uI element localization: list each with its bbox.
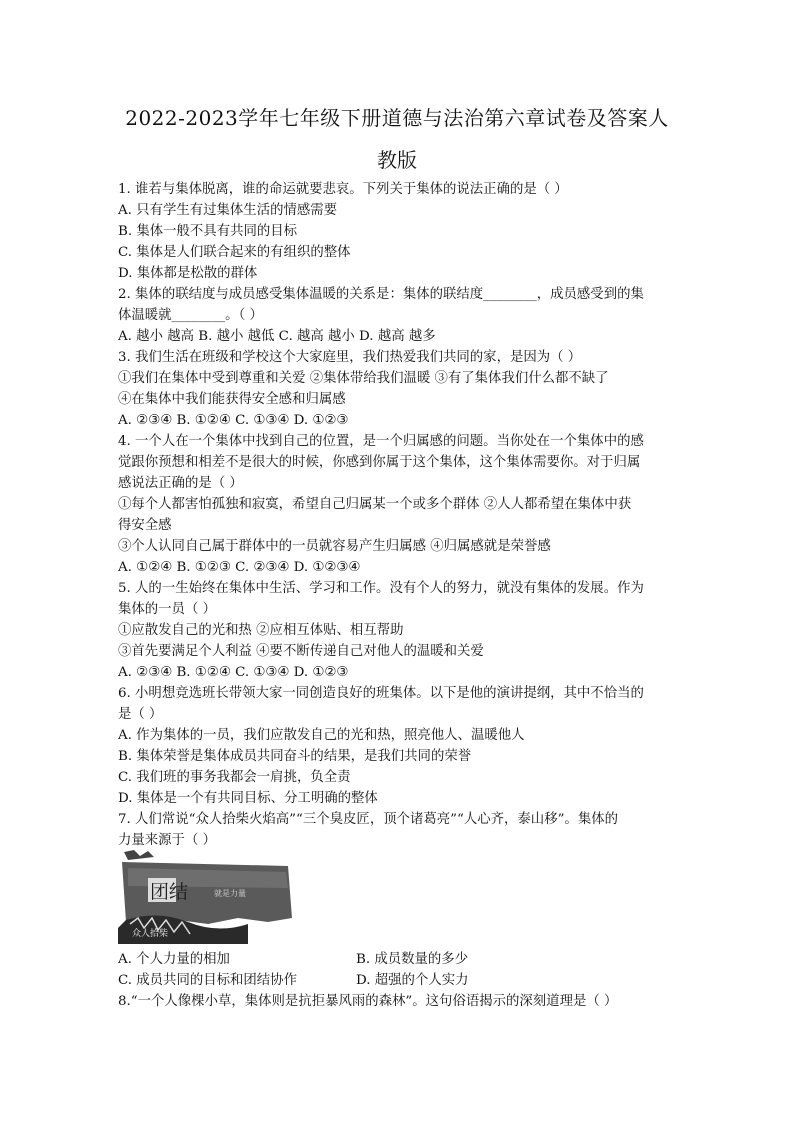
q4-stem: 4. 一个人在一个集体中找到自己的位置，是一个归属感的问题。当你处在一个集体中的感 <box>118 434 644 449</box>
q5-statements-2: ③首先要满足个人利益 ④要不断传递自己对他人的温暖和关爱 <box>118 644 484 659</box>
q1-option-a: A. 只有学生有过集体生活的情感需要 <box>118 203 338 218</box>
unity-illustration-title: 团结 <box>150 881 189 903</box>
q3-statements: ①我们在集体中受到尊重和关爱 ②集体带给我们温暖 ③有了集体我们什么都不缺了 <box>118 371 609 386</box>
q7-option-a: A. 个人力量的相加 <box>118 952 230 967</box>
q1-stem: 1. 谁若与集体脱离，谁的命运就要悲哀。下列关于集体的说法正确的是（ ） <box>118 182 568 197</box>
q2-options: A. 越小 越高 B. 越小 越低 C. 越高 越小 D. 越高 越多 <box>118 329 436 344</box>
q7-stem: 7. 人们常说“众人拾柴火焰高”“三个臭皮匠，顶个诸葛亮”“人心齐，泰山移”。集体的 <box>118 812 618 827</box>
q3-options: A. ②③④ B. ①②④ C. ①③④ D. ①②③ <box>118 413 349 428</box>
q5-stem-2: 集体的一员（ ） <box>118 602 216 617</box>
q4-statements-3: ③个人认同自己属于群体中的一员就容易产生归属感 ④归属感就是荣誉感 <box>118 539 551 554</box>
q7-option-d: D. 超强的个人实力 <box>356 973 469 988</box>
q1-option-d: D. 集体都是松散的群体 <box>118 266 258 281</box>
q6-stem: 6. 小明想竞选班长带领大家一同创造良好的班集体。以下是他的演讲提纲，其中不恰当的 <box>118 686 644 701</box>
unity-illustration <box>118 848 294 944</box>
q4-statements: ①每个人都害怕孤独和寂寞，希望自己归属某一个或多个群体 ②人人都希望在集体中获 <box>118 497 632 512</box>
q5-options: A. ②③④ B. ①②④ C. ①③④ D. ①②③ <box>118 665 349 680</box>
q1-option-c: C. 集体是人们联合起来的有组织的整体 <box>118 245 351 260</box>
q6-stem-2: 是（ ） <box>118 707 163 722</box>
q7-option-b: B. 成员数量的多少 <box>356 952 469 967</box>
q5-stem: 5. 人的一生始终在集体中生活、学习和工作。没有个人的努力，就没有集体的发展。作为 <box>118 581 644 596</box>
q8-stem: 8.“一个人像棵小草，集体则是抗拒暴风雨的森林”。这句俗语揭示的深刻道理是（ ） <box>118 994 618 1009</box>
q3-statements-continued: ④在集体中我们能获得安全感和归属感 <box>118 392 346 407</box>
unity-illustration-caption: 众人拾柴 <box>132 929 169 939</box>
document-title-continued: 教版 <box>377 148 417 172</box>
q2-stem: 2. 集体的联结度与成员感受集体温暖的关系是：集体的联结度________，成员感受到的集 <box>118 287 644 302</box>
q6-option-a: A. 作为集体的一员，我们应散发自己的光和热，照亮他人、温暖他人 <box>118 728 525 743</box>
q4-statements-2: 得安全感 <box>118 518 172 533</box>
document-title: 2022-2023学年七年级下册道德与法治第六章试卷及答案人 <box>125 106 669 130</box>
q7-option-c: C. 成员共同的目标和团结协作 <box>118 973 297 988</box>
q5-statements: ①应散发自己的光和热 ②应相互体贴、相互帮助 <box>118 623 404 638</box>
q6-option-c: C. 我们班的事务我都会一肩挑，负全责 <box>118 770 351 785</box>
q1-option-b: B. 集体一般不具有共同的目标 <box>118 224 298 239</box>
q6-option-b: B. 集体荣誉是集体成员共同奋斗的结果，是我们共同的荣誉 <box>118 749 472 764</box>
q4-options: A. ①②④ B. ①②③ C. ②③④ D. ①②③④ <box>118 560 361 575</box>
q4-stem-3: 感说法正确的是（ ） <box>118 476 243 491</box>
q2-stem-continued: 体温暖就________。（ ） <box>118 308 263 323</box>
q4-stem-2: 觉跟你预想和相差不是很大的时候，你感到你属于这个集体，这个集体需要你。对于归属 <box>118 455 641 470</box>
q3-stem: 3. 我们生活在班级和学校这个大家庭里，我们热爱我们共同的家，是因为（ ） <box>118 350 582 365</box>
q6-option-d: D. 集体是一个有共同目标、分工明确的整体 <box>118 791 378 806</box>
q7-stem-2: 力量来源于（ ） <box>118 833 216 848</box>
unity-illustration-subtitle: 就是力量 <box>214 889 246 898</box>
